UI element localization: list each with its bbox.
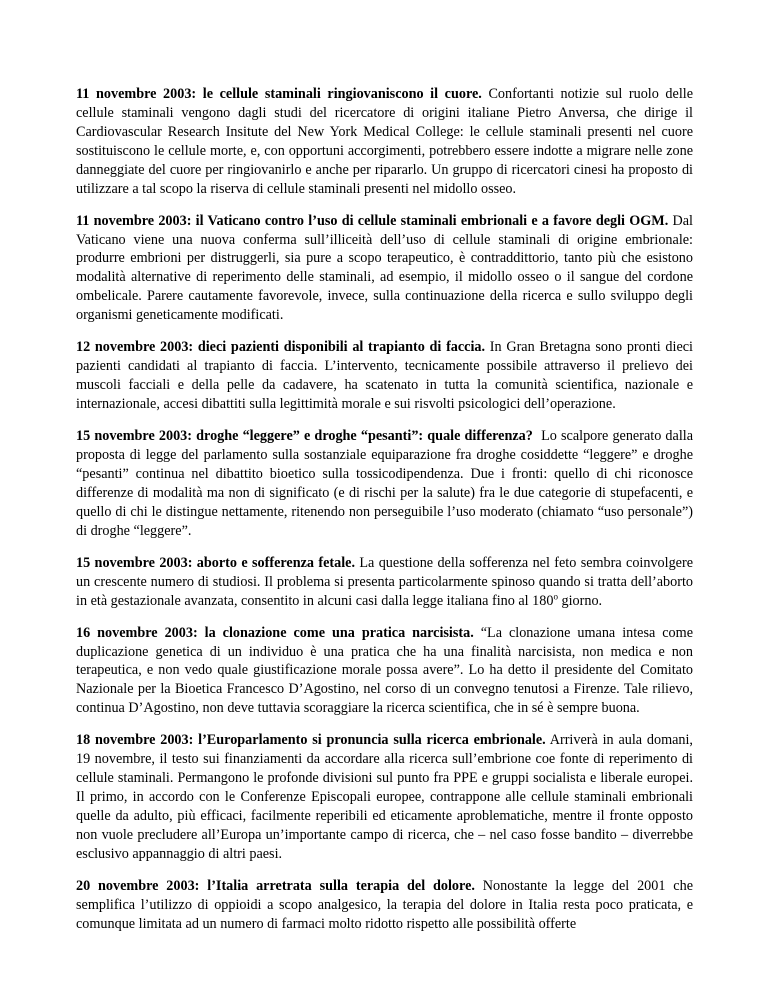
entry-title: 11 novembre 2003: le cellule staminali ringiovaniscono il cuore.	[76, 86, 482, 102]
news-entry	[76, 624, 693, 719]
entry-body: La questione della sofferenza nel feto sembra coinvolgere un crescente numero di studiosi. Il problema si presenta particolarmente spinoso quando si tratta dell’aborto in età gestazionale avanzata, consentito in alcuni casi dalla legge italiana fino al 180	[76, 554, 693, 609]
entry-title: 15 novembre 2003: aborto e sofferenza fetale.	[76, 554, 356, 571]
news-list	[76, 85, 697, 947]
entry-title: 12 novembre 2003: dieci pazienti disponibili al trapianto di faccia.	[76, 339, 486, 356]
entry-title: 11 novembre 2003: il Vaticano contro l’uso di cellule staminali embrionali e a favore degli OGM.	[76, 212, 669, 229]
news-entry	[76, 731, 693, 863]
entry-title: 18 novembre 2003: l’Europarlamento si pronuncia sulla ricerca embrionale.	[76, 732, 546, 749]
entry-body: Nonostante la legge del 2001 che semplifica l’utilizzo di oppioidi a scopo analgesico, la terapia del dolore in Italia resta poco praticata, e comunque limitata ad un numero di farmaci molto ridotto rispetto alle possibilità offerte	[76, 877, 693, 932]
news-entry	[76, 85, 693, 198]
ordinal-superscript: o	[553, 590, 558, 601]
news-entry	[76, 338, 693, 414]
entry-body: Confortanti notizie sul ruolo delle cellule staminali vengono dagli studi del ricercatore di origini italiane Pietro Anversa, che dirige il Cardiovascular Research Insitute del New York Medical College: le cellule staminali presenti nel cuore sostituiscono le cellule morte, e, con opportuni accorgimenti, potrebbero essere indotte a migrare nelle zone danneggiate del cuore per ringiovanirlo e anche per ripararlo. Un gruppo di ricercatori cinesi ha proposto di utilizzare a tal scopo la riserva di cellule staminali presenti nel midollo osseo.	[76, 86, 694, 197]
entry-title: 20 novembre 2003: l’Italia arretrata sulla terapia del dolore.	[76, 877, 475, 894]
news-entry	[76, 877, 693, 934]
entry-body: Dal Vaticano viene una nuova conferma sull’illiceità dell’uso di cellule staminali di origine embrionale: produrre embrioni per distruggerli, sia pure a scopo terapeutico, è contraddittorio, tanto più che esistono modalità alternative di reperimento delle staminali, ad esempio, il midollo osseo o il sangue del cordone ombelicale. Parere cautamente favorevole, invece, sulla continuazione della ricerca e sullo sviluppo degli organismi geneticamente modificati.	[76, 212, 693, 324]
entry-title: 16 novembre 2003: la clonazione come una pratica narcisista.	[76, 624, 474, 641]
entry-body: Lo scalpore generato dalla proposta di legge del parlamento sulla sostanziale equiparazione fra droghe cosiddette “leggere” e droghe “pesanti” continua nel dibattito bioetico sulla tossicodipendenza. Due i fronti: quello di chi riconosce differenze di modalità ma non di significato (e di rischi per la salute) fra le due categorie di stupefacenti, e quello di chi le distingue nettamente, ritenendo non perseguibile l’uso moderato (chiamato “uso personale”) di droghe “leggere”.	[76, 428, 697, 539]
news-entry	[76, 212, 693, 325]
entry-body: “La clonazione umana intesa come duplicazione genetica di un individuo è una pratica che ha una finalità narcisista, non medica e non terapeutica, e non vedo quale giustificazione morale possa avere”. Lo ha detto il presidente del Comitato Nazionale per la Bioetica Francesco D’Agostino, nel corso di un convegno tenutosi a Firenze. Tale rilievo, continua D’Agostino, non deve tuttavia scoraggiare la ricerca scientifica, che in sé è sempre buona.	[76, 624, 693, 717]
entry-body: Arriverà in aula domani, 19 novembre, il testo sui finanziamenti da accordare alla ricerca sull’embrione coe fonte di reperimento di cellule staminali. Permangono le profonde divisioni sul punto fra PPE e gruppi socialista e liberale europei. Il primo, in accordo con le Conferenze Episcopali europee, contrappone alle cellule staminali embrionali quelle da adulto, più efficaci, facilmente reperibili ed eticamente aproblematiche, mentre il fronte opposto non vuole precludere all’Europa un’importante campo di ricerca, che – nel caso fosse bandito – diverrebbe esclusivo appannaggio di altri paesi.	[76, 732, 693, 862]
entry-body: In Gran Bretagna sono pronti dieci pazienti candidati al trapianto di faccia. L’intervento, tecnicamente possibile attraverso il prelievo dei muscoli facciali e della pelle da cadavere, ha scatenato in tutta la comunità scientifica, nazionale e internazionale, accesi dibattiti sulla legittimità morale e sui risvolti psicologici dell’operazione.	[76, 339, 694, 412]
entry-body-tail: giorno.	[557, 592, 603, 609]
news-entry	[76, 427, 697, 540]
news-entry	[76, 554, 693, 611]
entry-title: 15 novembre 2003: droghe “leggere” e droghe “pesanti”: quale differenza?	[76, 428, 533, 445]
